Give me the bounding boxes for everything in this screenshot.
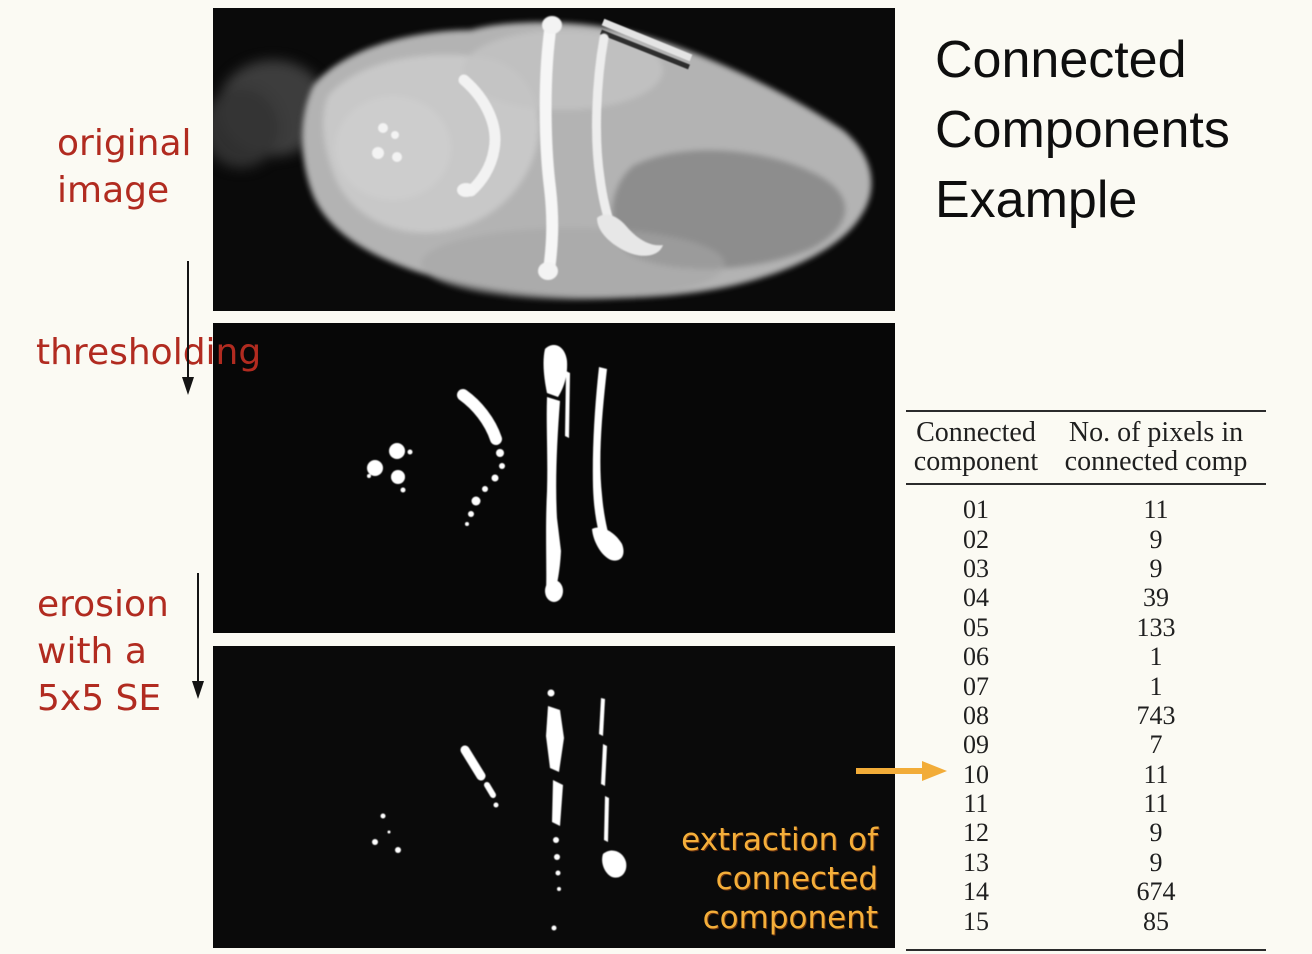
extraction-arrow-icon (852, 757, 950, 785)
component-id-cell: 11 (963, 789, 989, 819)
table-row (906, 906, 1266, 935)
pixel-count-cell: 9 (1149, 553, 1163, 583)
table-row (906, 495, 1266, 524)
table-row (906, 671, 1266, 700)
table-row (906, 877, 1266, 906)
table-row (906, 818, 1266, 847)
component-id-cell: 13 (963, 847, 989, 877)
component-id-cell: 08 (963, 700, 989, 730)
component-id-cell: 07 (963, 671, 989, 701)
slide-title-line3: Example (935, 171, 1138, 229)
component-id-cell: 02 (963, 524, 989, 554)
label-erosion-line2: with a (37, 631, 147, 672)
table-bottom-rule (906, 949, 1266, 951)
component-id-cell: 05 (963, 612, 989, 642)
table-row (906, 789, 1266, 818)
component-id-cell: 09 (963, 730, 989, 760)
xray-thresholded-image (213, 323, 895, 633)
pixel-count-cell: 674 (1136, 877, 1176, 907)
slide-title-line1: Connected (935, 31, 1187, 89)
xray-original-image (213, 8, 895, 311)
flow-arrow-down-1-icon (179, 260, 197, 396)
label-extraction-line3: component (702, 900, 878, 936)
table-row (906, 701, 1266, 730)
pixel-count-cell: 11 (1143, 759, 1169, 789)
slide-title (935, 25, 1230, 235)
pixel-count-cell: 133 (1136, 612, 1176, 642)
label-original-line2: image (57, 170, 170, 211)
pixel-count-cell: 85 (1143, 906, 1169, 936)
label-erosion-line1: erosion (37, 584, 169, 625)
component-id-cell: 06 (963, 642, 989, 672)
label-erosion-line3: 5x5 SE (37, 678, 162, 719)
label-thresholding: thresholding (36, 332, 262, 373)
pixel-count-cell: 7 (1149, 730, 1163, 760)
xray-original-drawing (213, 8, 895, 311)
table-header-component (906, 418, 1046, 476)
component-id-cell: 15 (963, 906, 989, 936)
pixel-count-cell: 11 (1143, 495, 1169, 525)
component-id-cell: 14 (963, 877, 989, 907)
label-original-line1: original (57, 123, 192, 164)
component-id-cell: 10 (963, 759, 989, 789)
slide-title-line2: Components (935, 101, 1230, 159)
table-row (906, 848, 1266, 877)
header-pixels-line1: No. of pixels in (1068, 417, 1244, 448)
pixel-count-cell: 11 (1143, 789, 1169, 819)
header-pixels-line2: connected comp (1064, 446, 1248, 477)
table-row (906, 583, 1266, 612)
pixel-count-cell: 9 (1149, 524, 1163, 554)
table-body (906, 485, 1266, 949)
table-row (906, 760, 1266, 789)
xray-thresholded-drawing (213, 323, 895, 633)
pixel-count-cell: 743 (1136, 700, 1176, 730)
pixel-count-cell: 9 (1149, 818, 1163, 848)
table-header-pixels (1046, 418, 1266, 476)
component-id-cell: 01 (963, 495, 989, 525)
table-row (906, 613, 1266, 642)
pixel-count-cell: 1 (1149, 671, 1163, 701)
pixel-count-cell: 9 (1149, 847, 1163, 877)
label-erosion (37, 581, 169, 722)
table-row (906, 730, 1266, 759)
table-row (906, 524, 1266, 553)
flow-arrow-down-2-icon (189, 572, 207, 700)
label-extraction (681, 821, 878, 938)
table-row (906, 554, 1266, 583)
label-extraction-line2: connected (715, 861, 878, 897)
pixel-count-cell: 1 (1149, 642, 1163, 672)
connected-components-table (906, 410, 1266, 951)
component-id-cell: 12 (963, 818, 989, 848)
header-component-line1: Connected (916, 417, 1036, 448)
label-extraction-line1: extraction of (681, 822, 878, 858)
table-header-row (906, 412, 1266, 483)
component-id-cell: 03 (963, 553, 989, 583)
pixel-count-cell: 39 (1143, 583, 1169, 613)
table-row (906, 642, 1266, 671)
header-component-line2: component (913, 446, 1039, 477)
label-original-image (57, 120, 192, 214)
component-id-cell: 04 (963, 583, 989, 613)
